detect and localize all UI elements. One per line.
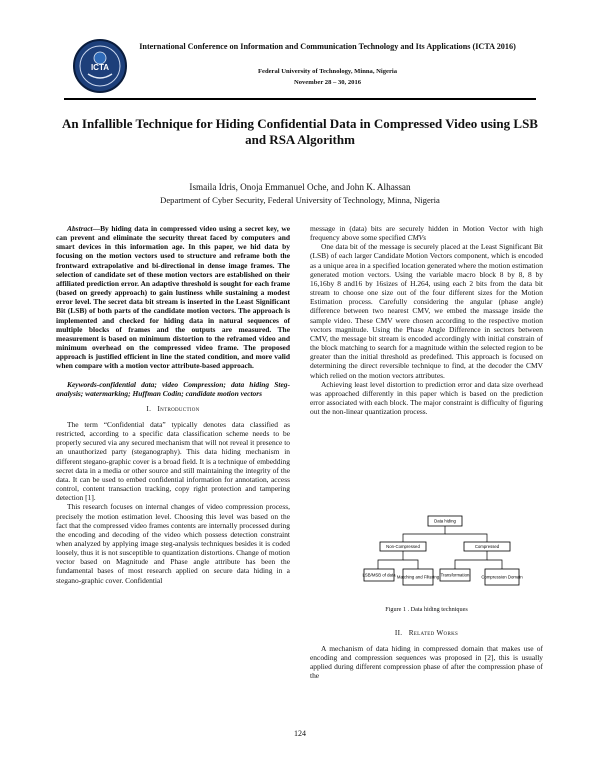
svg-text:Transformation: Transformation [440, 572, 470, 578]
node-root [428, 516, 462, 526]
right-column [310, 224, 543, 416]
svg-text:Non-Compressed: Non-Compressed [386, 544, 420, 549]
section-number: II. [394, 629, 403, 637]
figure-data-hiding-diagram [362, 512, 523, 604]
related-works-text: A mechanism of data hiding in compressed domain that makes use of encoding and compression sequences was proposed in [2], this is usually applied during different compression phase of after the compression phase of the [310, 644, 543, 681]
section-title: Related Works [408, 629, 459, 637]
node-transformation [440, 569, 470, 581]
svg-text:Data hiding: Data hiding [434, 518, 456, 524]
svg-text:LSB/MSB of data: LSB/MSB of data [362, 572, 396, 578]
right-paragraph-1 [310, 224, 543, 242]
section-number: I. [146, 404, 152, 413]
keywords-label: Keywords [67, 379, 97, 389]
figure-caption: Figure 1 . Data hiding techniques [385, 606, 468, 613]
section-heading-introduction [56, 405, 290, 414]
conference-dates: November 28 – 30, 2016 [293, 79, 362, 86]
node-non-compressed [380, 542, 426, 551]
section-heading-related-works [310, 629, 543, 637]
keywords-text: -confidential data; video Compression; data hiding Steg-analysis; watermarking; Huffman Codin; candidate motion vectors [56, 379, 290, 398]
svg-text:Matching and Filtering: Matching and Filtering [396, 574, 440, 580]
paper-authors: Ismaila Idris, Onoja Emmanuel Oche, and John K. Alhassan [189, 182, 411, 192]
node-matching-filtering [397, 569, 440, 585]
right-paragraph-3: Achieving least level distortion to prediction error and data size overhead was approached differently in this paper which is based on the prediction error associated with each block. The major constraint is difficulty of figuring out the non-linear quantization process. [310, 379, 543, 417]
logo-text: ICTA [90, 63, 110, 72]
intro-paragraph-2: This research focuses on internal changes of video compression process, precisely the motion estimation level. Choosing this level was based on the fact that the compressed video frames contents are internally processed during the encoding and decoding of the video which possess detection constraint when analyzed by applying image steg-analysis techniques besides it is coded loosely, thus it is not susceptible to quantization distortions. Change of motion vector based on Magnitude and Phase angle attribute has been the fundamental bases of most research applied on secure data hiding in a stegano-graphic cover. Confidential [56, 502, 290, 585]
right-paragraph-2: One data bit of the message is securely placed at the Least Significant Bit (LSB) of each larger Candidate Motion Vectors component, which is encoded as a unique area in a specified location generated where the motion estimation generated motion vectors. Using the variable macro block 8 by 8, 8 by 16,16by 8 and16 by 16sizes of H.264, using each 2 bits from the data bit stream to choose one size out of the four different sizes for the Motion Estimation process. Carefully considering the angular (phase angle) difference between two nearest CMV, we embed the massage inside the sample video. These CMV were chosen according to the respective motion vectors magnitude. Using the Phase Angle Difference in sectors between CMV, the message bit stream is encoded accordingly with initial constrain of the block matching to search for a magnitude within the selected region to be greater than the initial threshold as predefined. This approach is focused on determining the direct reversible technique to find, at the decoder the CMV which relied on the motion vectors attributes. [310, 242, 543, 380]
left-column [56, 224, 290, 585]
conference-title: International Conference on Information and Communication Technology and Its Applications (ICTA 2016) [139, 42, 516, 51]
abstract-label: Abstract [67, 224, 93, 233]
conference-logo [72, 38, 128, 94]
page-number: 124 [294, 729, 306, 738]
section-title: Introduction [157, 404, 200, 413]
abstract [56, 224, 290, 371]
node-lsb-msb [363, 569, 397, 581]
header-divider [64, 98, 536, 100]
svg-text:Compression Domain: Compression Domain [481, 574, 523, 580]
svg-text:Compressed: Compressed [474, 544, 500, 549]
node-compression-domain [481, 569, 523, 585]
keywords [56, 380, 290, 398]
cmv-italic: CMVs [407, 233, 427, 243]
node-compressed [464, 542, 510, 551]
conference-university: Federal University of Technology, Minna, Nigeria [257, 68, 397, 75]
right-paragraph-1-text: message in (data) bits are securely hidden in Motion Vector with high frequency above some specified [310, 224, 543, 243]
abstract-text: —By hiding data in compressed video using a secret key, we can prevent and eliminate the security threat faced by computers and smart devices in this information age. In this paper, we hid data by focusing on the motion vectors used to structure and reframe both the frontward extrapolative and bi-directional in dense image frames. The selection of candidate set of these motion vectors are established on their affiliated prediction error. An adaptive threshold is sought for each frame (based on greedy approach) to gain lustiness while sustaining a modest error level. The secret data bit stream is inserted in the Least Significant Bit (LSB) of both parts of the candidate motion vectors. The approach is implemented and checked for hiding data in natural sequences of multiple blocks of frames and the outputs are measured. The measurement is based on minimum distortion to the reframed video and minimum overhead on the compressed video frame. The proposed approach is justified efficient in line the stated condition, and more valid when compare with a motion vector attribute-based approach. [56, 224, 290, 371]
paper-title: An Infallible Technique for Hiding Confidential Data in Compressed Video using LSB and RSA Algorithm [62, 116, 538, 147]
paper-affiliation: Department of Cyber Security, Federal University of Technology, Minna, Nigeria [160, 195, 440, 205]
related-works-paragraph [310, 644, 543, 681]
intro-paragraph-1: The term “Confidential data” typically denotes data classified as restricted, according to a specific data classification scheme needs to be properly secured via any secured mechanism that will not reveal it presence to an unauthorized party (steganography). This data hiding mechanism in different stegano-graphic cover is a broad field. It is a technique of embedding secret data in a media or other source and still maintaining the integrity of the data. It can be used to embed confidential information for annotation, access control, content transaction tracking, copy right protection and tampering detection [1]. [56, 419, 290, 503]
